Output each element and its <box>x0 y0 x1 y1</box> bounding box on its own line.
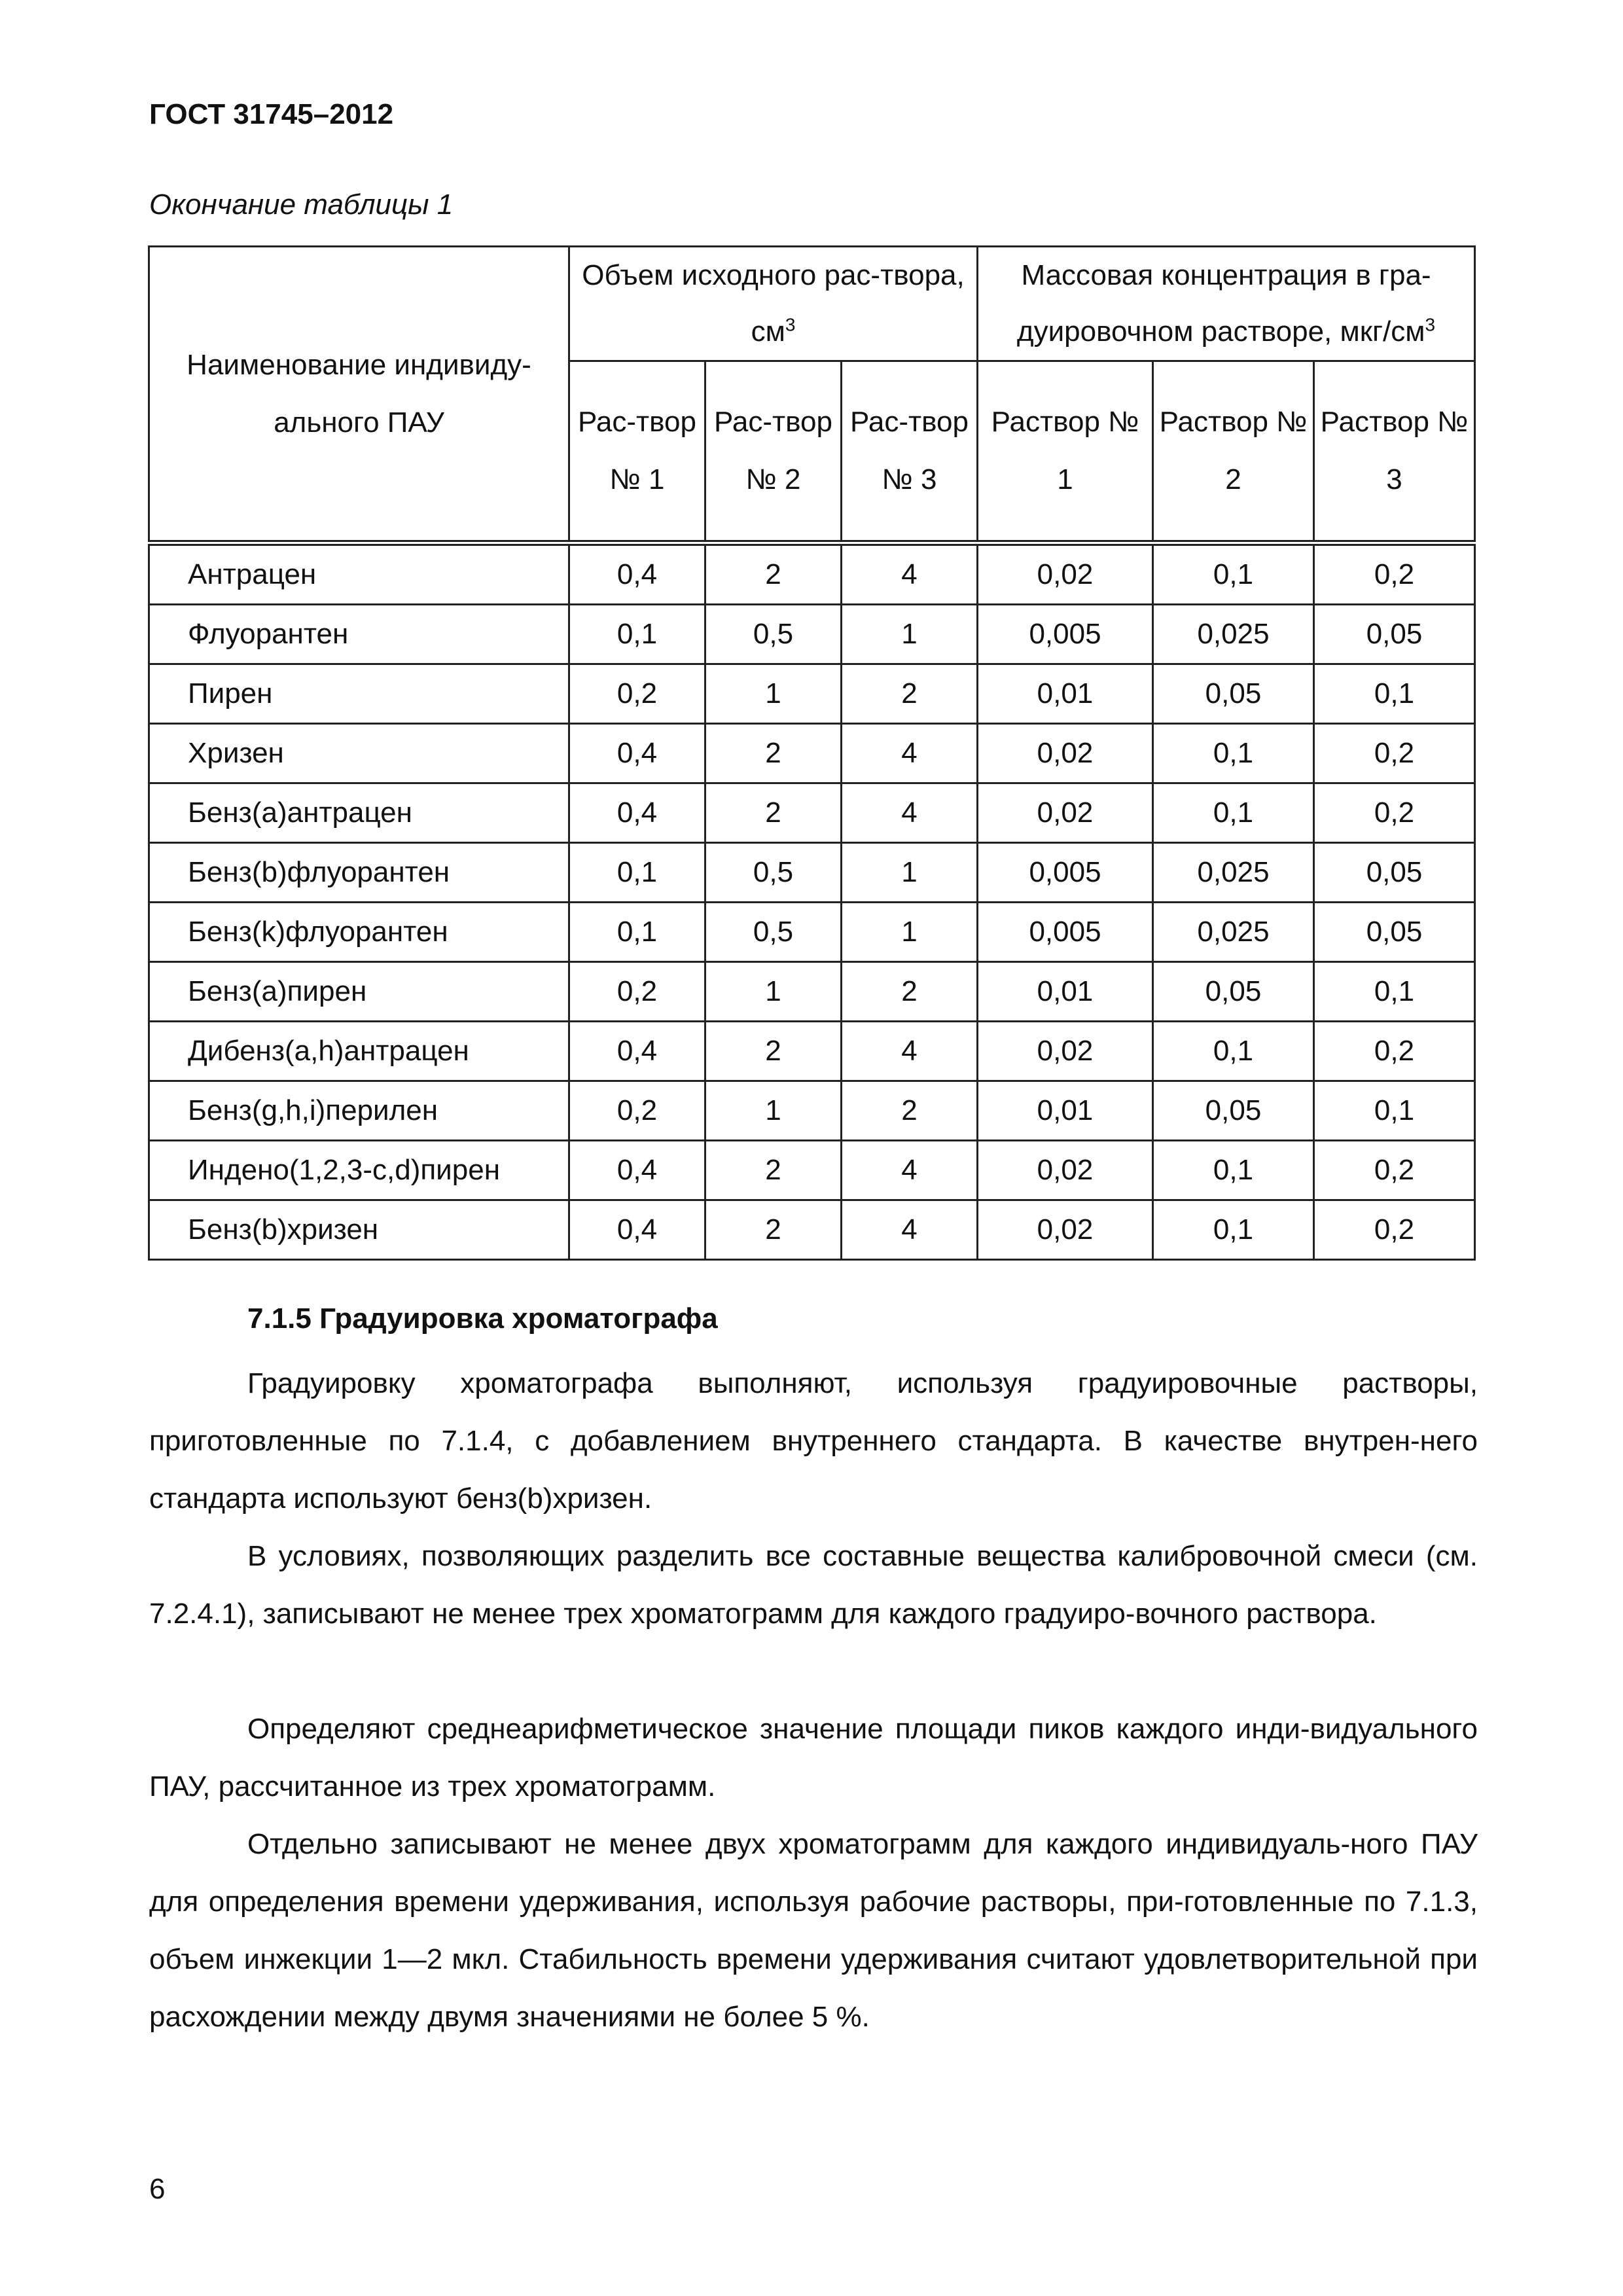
value-cell: 0,05 <box>1153 1081 1314 1141</box>
value-cell: 0,01 <box>978 1081 1153 1141</box>
pah-name-cell: Бенз(k)флуорантен <box>149 903 569 962</box>
value-cell: 0,05 <box>1314 903 1475 962</box>
value-cell: 0,2 <box>1314 783 1475 843</box>
sub-header-conc-3: Раствор № 3 <box>1314 361 1475 543</box>
pah-name-cell: Бенз(b)хризен <box>149 1200 569 1260</box>
value-cell: 0,5 <box>705 903 842 962</box>
table-row <box>149 962 1475 1022</box>
value-cell: 0,4 <box>569 1200 705 1260</box>
pah-name-cell: Пирен <box>149 664 569 724</box>
value-cell: 0,02 <box>978 1200 1153 1260</box>
value-cell: 2 <box>705 1200 842 1260</box>
value-cell: 0,02 <box>978 543 1153 605</box>
value-cell: 0,05 <box>1314 843 1475 903</box>
table-row <box>149 724 1475 783</box>
value-cell: 0,5 <box>705 605 842 664</box>
value-cell: 2 <box>842 664 978 724</box>
pah-name-cell: Бенз(g,h,i)перилен <box>149 1081 569 1141</box>
value-cell: 0,5 <box>705 843 842 903</box>
table-row <box>149 1200 1475 1260</box>
value-cell: 0,2 <box>1314 724 1475 783</box>
value-cell: 0,1 <box>569 843 705 903</box>
table-row <box>149 783 1475 843</box>
value-cell: 0,02 <box>978 783 1153 843</box>
value-cell: 0,025 <box>1153 605 1314 664</box>
value-cell: 0,2 <box>569 664 705 724</box>
sub-header-volume-2: Рас-твор № 2 <box>705 361 842 543</box>
value-cell: 0,4 <box>569 1141 705 1200</box>
value-cell: 2 <box>842 962 978 1022</box>
pah-name-cell: Индено(1,2,3-c,d)пирен <box>149 1141 569 1200</box>
value-cell: 0,2 <box>1314 1141 1475 1200</box>
value-cell: 0,1 <box>569 605 705 664</box>
value-cell: 0,4 <box>569 783 705 843</box>
sub-header-volume-3: Рас-твор № 3 <box>842 361 978 543</box>
value-cell: 1 <box>842 843 978 903</box>
value-cell: 2 <box>705 783 842 843</box>
value-cell: 0,01 <box>978 664 1153 724</box>
value-cell: 1 <box>705 1081 842 1141</box>
value-cell: 1 <box>705 962 842 1022</box>
concentration-table <box>148 245 1476 1261</box>
value-cell: 0,1 <box>1153 543 1314 605</box>
value-cell: 0,05 <box>1314 605 1475 664</box>
table-row <box>149 1022 1475 1081</box>
pah-name-cell: Флуорантен <box>149 605 569 664</box>
pah-name-cell: Бенз(b)флуорантен <box>149 843 569 903</box>
paragraph-4: Отдельно записывают не менее двух хроматограмм для каждого индивидуаль-ного ПАУ для определения времени удерживания, используя рабочие растворы, при-готовленные по 7.1.3, объем инжекции 1—2 мкл. Стабильность времени удерживания считают удовлетворительной при расхождении между двумя значениями не более 5 %. <box>149 1828 1478 2033</box>
value-cell: 0,4 <box>569 724 705 783</box>
table-row <box>149 664 1475 724</box>
value-cell: 0,1 <box>1314 1081 1475 1141</box>
paragraph-1: Градуировку хроматографа выполняют, используя градуировочные растворы, приготовленные по 7.1.4, с добавлением внутреннего стандарта. В качестве внутрен-него стандарта используют бенз(b)хризен. <box>149 1367 1478 1515</box>
value-cell: 0,1 <box>1153 724 1314 783</box>
table-caption: Окончание таблицы 1 <box>149 188 454 221</box>
value-cell: 1 <box>705 664 842 724</box>
paragraph-3: Определяют среднеарифметическое значение площади пиков каждого инди-видуального ПАУ, рассчитанное из трех хроматограмм. <box>149 1713 1478 1803</box>
value-cell: 0,1 <box>1314 664 1475 724</box>
paragraph-2: В условиях, позволяющих разделить все составные вещества калибровочной смеси (см. 7.2.4.1), записывают не менее трех хроматограмм для каждого градуиро-вочного раствора. <box>149 1540 1478 1630</box>
table-body <box>149 543 1475 1260</box>
pah-name-cell: Дибенз(a,h)антрацен <box>149 1022 569 1081</box>
value-cell: 4 <box>842 1022 978 1081</box>
value-cell: 2 <box>842 1081 978 1141</box>
value-cell: 0,2 <box>1314 1200 1475 1260</box>
value-cell: 0,005 <box>978 605 1153 664</box>
table-row <box>149 903 1475 962</box>
value-cell: 0,4 <box>569 543 705 605</box>
value-cell: 0,2 <box>1314 543 1475 605</box>
pah-name-cell: Хризен <box>149 724 569 783</box>
value-cell: 4 <box>842 1141 978 1200</box>
page-number: 6 <box>149 2173 166 2205</box>
value-cell: 0,2 <box>1314 1022 1475 1081</box>
value-cell: 0,1 <box>1153 1022 1314 1081</box>
value-cell: 0,02 <box>978 1141 1153 1200</box>
value-cell: 0,1 <box>1153 783 1314 843</box>
value-cell: 0,02 <box>978 724 1153 783</box>
value-cell: 0,05 <box>1153 664 1314 724</box>
table-row <box>149 543 1475 605</box>
name-column-header: Наименование индивиду-ального ПАУ <box>149 247 569 543</box>
value-cell: 4 <box>842 724 978 783</box>
value-cell: 4 <box>842 1200 978 1260</box>
document-header: ГОСТ 31745–2012 <box>149 98 394 130</box>
value-cell: 2 <box>705 1022 842 1081</box>
value-cell: 0,05 <box>1153 962 1314 1022</box>
value-cell: 0,1 <box>1314 962 1475 1022</box>
pah-name-cell: Бенз(а)антрацен <box>149 783 569 843</box>
value-cell: 1 <box>842 903 978 962</box>
table-row <box>149 843 1475 903</box>
value-cell: 0,025 <box>1153 843 1314 903</box>
value-cell: 0,4 <box>569 1022 705 1081</box>
sub-header-conc-2: Раствор № 2 <box>1153 361 1314 543</box>
sub-header-conc-1: Раствор № 1 <box>978 361 1153 543</box>
value-cell: 0,01 <box>978 962 1153 1022</box>
value-cell: 1 <box>842 605 978 664</box>
volume-column-header: Объем исходного рас-твора, $см^3$ <box>569 247 978 361</box>
value-cell: 0,2 <box>569 962 705 1022</box>
value-cell: 0,1 <box>569 903 705 962</box>
value-cell: 4 <box>842 543 978 605</box>
value-cell: 2 <box>705 543 842 605</box>
value-cell: 4 <box>842 783 978 843</box>
value-cell: 2 <box>705 1141 842 1200</box>
value-cell: 0,025 <box>1153 903 1314 962</box>
pah-name-cell: Бенз(а)пирен <box>149 962 569 1022</box>
sub-header-volume-1: Рас-твор № 1 <box>569 361 705 543</box>
table-row <box>149 1141 1475 1200</box>
concentration-column-header: Массовая концентрация в гра-дуировочном растворе, мкг/$см^3$ <box>978 247 1475 361</box>
value-cell: 0,2 <box>569 1081 705 1141</box>
value-cell: 2 <box>705 724 842 783</box>
value-cell: 0,1 <box>1153 1200 1314 1260</box>
value-cell: 0,02 <box>978 1022 1153 1081</box>
section-title: 7.1.5 Градуировка хроматографа <box>247 1302 718 1335</box>
value-cell: 0,005 <box>978 843 1153 903</box>
table-row <box>149 605 1475 664</box>
table-row <box>149 1081 1475 1141</box>
value-cell: 0,005 <box>978 903 1153 962</box>
pah-name-cell: Антрацен <box>149 543 569 605</box>
value-cell: 0,1 <box>1153 1141 1314 1200</box>
